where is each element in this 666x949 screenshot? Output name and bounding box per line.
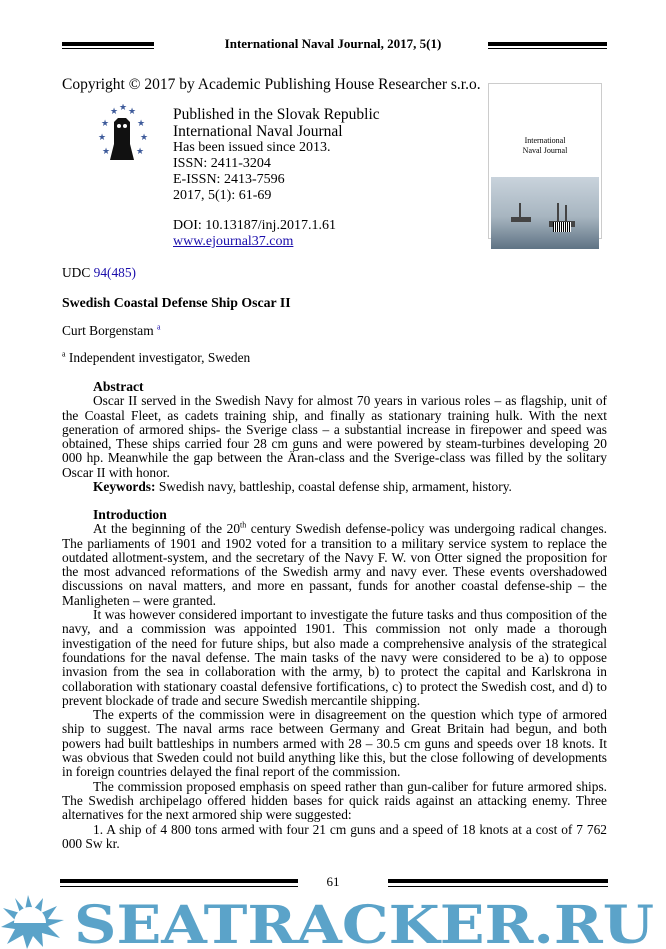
page-number: 61 (326, 874, 340, 889)
svg-text:★: ★ (101, 119, 110, 129)
introduction-section (62, 508, 607, 851)
p1-text-a: At the beginning of the 20 (93, 521, 241, 537)
introduction-heading: Introduction (93, 507, 167, 522)
publication-info (173, 106, 380, 250)
svg-text:★: ★ (136, 147, 145, 157)
paragraph-2: It was however considered important to investigate the future tasks and thus composition of the navy, and a commission was appointed 1901. This commission not only made a thorough investigation of the need for future ships, but also made a comprehensive analysis of the strategical foundations for the naval defense. The main tasks of the navy were considered to be a) to oppose invasion from the sea in collaboration with the army, b) to protect the capital and Karlskrona in collaboration with stationary coastal defensive fortifications, c) to protect the Swedish cost, and d) to prevent blockade of trade and secure Swedish mercantile shipping. (62, 607, 607, 708)
issued-since: Has been issued since 2013. (173, 140, 331, 155)
article-title: Swedish Coastal Defense Ship Oscar II (62, 295, 291, 310)
keywords-list: Swedish navy, battleship, coastal defense ship, armament, history. (155, 479, 512, 495)
svg-text:★: ★ (110, 107, 119, 117)
p1-text-b: century Swedish defense-policy was undergoing radical changes. The parliaments of 1901 and 1902 voted for a transition to a military service system to replace the outdated allotment-system, and the secretary of the Navy F. W. von Otter signed the proposition for the most advanced reformations of the Swedish army and navy ever. These events overshadowed discussions on naval matters, and more en passant, funds for another coastal defense-ship – the Manligheten – were granted. (62, 521, 607, 608)
journal-website-link[interactable]: www.ejournal37.com (173, 234, 294, 249)
paragraph-4: The commission proposed emphasis on speed rather than gun-caliber for future armored ships. The Swedish archipelago offered hidden bases for quick raids against an attacking enemy. Three alternatives for the next armored ship were suggested: (62, 778, 607, 823)
cover-title-line1: International (524, 136, 566, 145)
issn: ISSN: 2411-3204 (173, 156, 271, 171)
keywords-label: Keywords: (93, 479, 156, 495)
owl-stars-logo (96, 104, 148, 166)
author (62, 324, 607, 338)
svg-text:★: ★ (140, 133, 148, 143)
journal-name: International Naval Journal (173, 123, 343, 140)
svg-text:★: ★ (137, 119, 146, 129)
cover-title-line2: Naval Journal (522, 146, 568, 155)
svg-text:★: ★ (119, 104, 128, 113)
paragraph-5: 1. A ship of 4 800 tons armed with four 21 cm guns and a speed of 18 knots at a cost of 7 762 000 Sw kr. (62, 821, 607, 851)
seatracker-watermark (0, 893, 666, 949)
barcode-icon (553, 222, 571, 232)
keywords (62, 480, 607, 494)
doi: DOI: 10.13187/inj.2017.1.61 (173, 218, 336, 233)
watermark-text: SEATRACKER.RU (74, 895, 654, 949)
abstract-heading: Abstract (93, 379, 144, 394)
volume-pages: 2017, 5(1): 61-69 (173, 188, 272, 203)
udc-code[interactable]: 94(485) (93, 265, 137, 280)
sun-icon (1, 895, 64, 949)
abstract-section (62, 380, 607, 494)
svg-text:★: ★ (102, 147, 111, 157)
affiliation (62, 351, 607, 365)
author-affiliation-mark[interactable]: a (156, 322, 161, 332)
cover-title (489, 136, 601, 156)
affiliation-mark: a (62, 349, 66, 359)
udc-label: UDC (62, 265, 94, 280)
author-name: Curt Borgenstam (62, 323, 157, 338)
journal-cover-image (488, 83, 602, 239)
published-in: Published in the Slovak Republic (173, 106, 380, 123)
svg-text:★: ★ (128, 107, 137, 117)
running-header: International Naval Journal, 2017, 5(1) (224, 36, 442, 51)
paragraph-3: The experts of the commission were in disagreement on the question which type of armored ship to suggest. The naval arms race between Germany and Great Britain had begun, and both powers had built battleships in numbers armed with 28 – 30.5 cm guns and speeds over 18 knots. It was obvious that Sweden could not build anything like this, but the close following of developments in foreign countries delayed the final report of the commission. (62, 707, 607, 780)
eissn: E-ISSN: 2413-7596 (173, 172, 285, 187)
abstract-text: Oscar II served in the Swedish Navy for almost 70 years in various roles – as flagship, unit of the Coastal Fleet, as cadets training ship, and finally as stationary training hulk. With the next generation of armored ships- the Sverige class – a substantial increase in firepower and speed was obtained, These ships carried four 28 cm guns and were powered by steam-turbines developing 20 000 hp. Meanwhile the gap between the Äran-class and the Sverige-class was filled by the solitary Oscar II with honor. (62, 393, 607, 480)
paragraph-1 (62, 522, 607, 608)
cover-painting (491, 177, 599, 249)
udc (62, 266, 607, 280)
svg-text:★: ★ (98, 133, 107, 143)
copyright-line: Copyright © 2017 by Academic Publishing House Researcher s.r.o. (62, 76, 481, 93)
p1-superscript: th (240, 520, 247, 530)
affiliation-text: Independent investigator, Sweden (65, 350, 251, 365)
